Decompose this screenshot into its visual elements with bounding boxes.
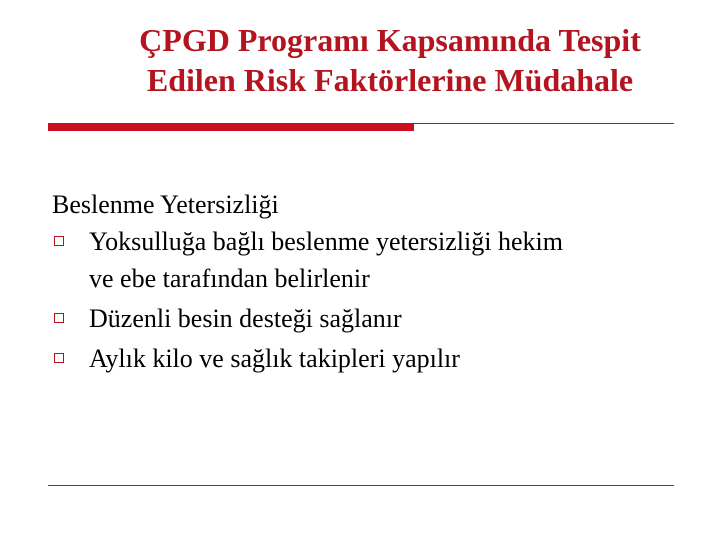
hollow-square-bullet-icon	[54, 236, 64, 246]
section-heading: Beslenme Yetersizliği	[52, 190, 279, 219]
slide-title-line-2: Edilen Risk Faktörlerine Müdahale	[146, 62, 634, 98]
slide-title-line-1: ÇPGD Programı Kapsamında Tespit	[139, 22, 641, 58]
bullet-text-line-1: Yoksulluğa bağlı beslenme yetersizliği hekim	[89, 227, 563, 256]
hollow-square-bullet-icon	[54, 353, 64, 363]
bullet-text-line-1: Düzenli besin desteği sağlanır	[89, 304, 402, 333]
bullet-text-line-1: Aylık kilo ve sağlık takipleri yapılır	[89, 344, 460, 373]
hollow-square-bullet-icon	[54, 313, 64, 323]
bullet-item	[52, 223, 672, 297]
bullet-text	[89, 340, 649, 377]
title-underline-thick	[48, 124, 414, 131]
slide-content	[52, 186, 672, 377]
slide-title	[60, 20, 720, 100]
bullet-text-line-2: ve ebe tarafından belirlenir	[89, 264, 370, 293]
bullet-list	[52, 223, 672, 377]
footer-rule	[48, 485, 674, 486]
bullet-item	[52, 340, 672, 377]
bullet-item	[52, 300, 672, 337]
bullet-text	[89, 223, 649, 297]
bullet-text	[89, 300, 649, 337]
